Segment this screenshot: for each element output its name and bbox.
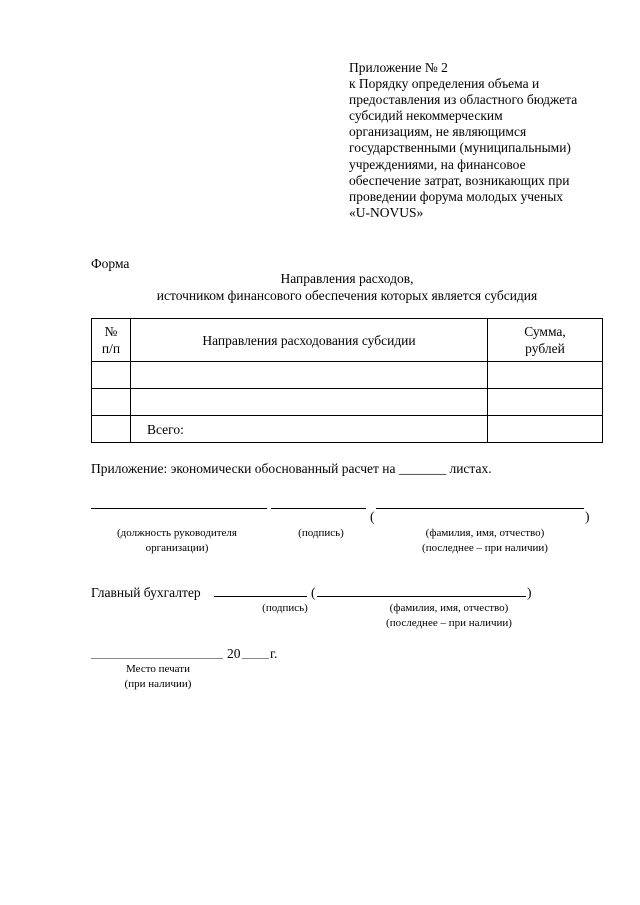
year-line[interactable] xyxy=(242,658,269,659)
head-sign-caption: (подпись) xyxy=(298,527,344,539)
head-name-caption xyxy=(404,526,566,556)
date-line[interactable] xyxy=(91,658,223,659)
table-cell[interactable] xyxy=(92,362,131,389)
head-name-caption-line2: (последнее – при наличии) xyxy=(422,542,548,554)
table-cell[interactable] xyxy=(92,389,131,416)
table-row xyxy=(92,389,603,416)
head-signature-line[interactable] xyxy=(271,508,366,509)
header-sum-line2: рублей xyxy=(525,341,565,356)
table-header-row xyxy=(92,319,603,362)
position-caption xyxy=(101,526,253,556)
attachment-note: Приложение: экономически обоснованный расчет на _______ листах. xyxy=(91,461,492,476)
position-line[interactable] xyxy=(91,508,267,509)
appendix-line: Приложение № 2 xyxy=(349,60,448,75)
appendix-line: к Порядку определения объема и xyxy=(349,76,540,92)
paren-open: ( xyxy=(370,509,375,524)
stamp-caption-line2: (при наличии) xyxy=(124,678,192,690)
table-total-row xyxy=(92,416,603,443)
table-cell[interactable] xyxy=(131,362,488,389)
header-sum xyxy=(488,319,603,362)
accountant-name-caption-line1: (фамилия, имя, отчество) xyxy=(389,602,509,614)
table-cell[interactable] xyxy=(131,389,488,416)
appendix-line: предоставления из областного бюджета xyxy=(349,92,578,108)
accountant-name-caption-line2: (последнее – при наличии) xyxy=(386,617,512,629)
title-line-1: Направления расходов, xyxy=(280,271,414,286)
paren-close: ) xyxy=(585,509,590,524)
expenses-table xyxy=(91,318,603,443)
head-name-caption-line1: (фамилия, имя, отчество) xyxy=(425,527,545,539)
head-name-line[interactable] xyxy=(376,508,584,509)
accountant-label: Главный бухгалтер xyxy=(91,585,201,600)
appendix-line: организациям, не являющимся xyxy=(349,124,527,140)
appendix-line: проведении форума молодых ученых xyxy=(349,188,564,204)
total-sum-cell[interactable] xyxy=(488,416,603,443)
accountant-name-line[interactable] xyxy=(317,596,526,597)
header-number xyxy=(92,319,131,362)
page-title xyxy=(91,270,603,304)
date-year-prefix: 20 xyxy=(227,646,241,661)
total-label: Всего: xyxy=(131,416,488,443)
title-line-2: источником финансового обеспечения которых является субсидия xyxy=(156,288,538,303)
form-label: Форма xyxy=(91,256,130,271)
table-cell[interactable] xyxy=(488,389,603,416)
header-number-line1: № xyxy=(104,324,118,339)
paren-close: ) xyxy=(527,585,532,600)
appendix-header xyxy=(349,60,609,221)
appendix-line: учреждениями, на финансовое xyxy=(349,156,526,172)
table-row xyxy=(92,362,603,389)
header-number-line2: п/п xyxy=(101,341,121,356)
accountant-sign-caption: (подпись) xyxy=(262,602,308,614)
appendix-line: государственными (муниципальными) xyxy=(349,140,571,156)
date-year-suffix: г. xyxy=(270,646,278,661)
header-direction: Направления расходования субсидии xyxy=(131,319,488,362)
accountant-signature-line[interactable] xyxy=(214,596,307,597)
stamp-caption xyxy=(112,662,204,692)
header-sum-line1: Сумма, xyxy=(524,324,566,339)
appendix-line: «U-NOVUS» xyxy=(349,204,424,220)
stamp-caption-line1: Место печати xyxy=(126,663,190,675)
table-cell xyxy=(92,416,131,443)
table-cell[interactable] xyxy=(488,362,603,389)
paren-open: ( xyxy=(311,585,316,600)
appendix-line: обеспечение затрат, возникающих при xyxy=(349,172,570,188)
appendix-line: субсидий некоммерческим xyxy=(349,108,503,124)
position-caption-line1: (должность руководителя xyxy=(117,527,237,539)
position-caption-line2: организации) xyxy=(145,542,209,554)
accountant-name-caption xyxy=(373,601,525,631)
